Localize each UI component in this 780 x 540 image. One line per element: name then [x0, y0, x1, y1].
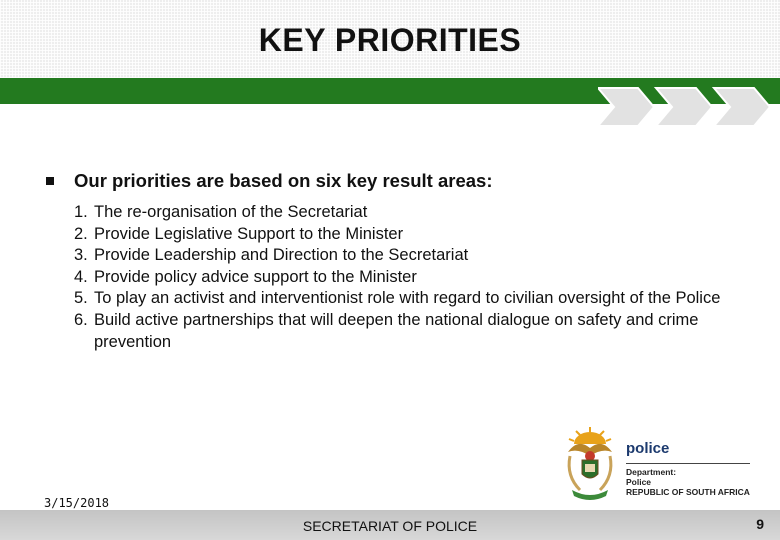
list-item — [74, 288, 724, 310]
item-text: Provide Leadership and Direction to the Secretariat — [94, 246, 469, 265]
item-number: 6. — [74, 310, 88, 329]
item-text: The re-organisation of the Secretariat — [94, 203, 368, 221]
list-item — [74, 224, 724, 246]
main-bullet-text: Our priorities are based on six key result areas: — [74, 170, 493, 191]
item-number: 3. — [74, 246, 88, 265]
logo-department: Department: — [626, 467, 677, 477]
item-text: Provide Legislative Support to the Minister — [94, 224, 404, 243]
item-number: 1. — [74, 203, 88, 221]
list-item — [74, 267, 724, 289]
logo-republic: REPUBLIC OF SOUTH AFRICA — [626, 487, 750, 497]
page-number: 9 — [756, 516, 764, 532]
square-bullet-icon — [46, 177, 54, 185]
item-number: 5. — [74, 289, 88, 308]
main-bullet — [46, 170, 493, 192]
list-item — [74, 245, 724, 267]
footer-label: SECRETARIAT OF POLICE — [302, 518, 478, 534]
item-number: 4. — [74, 267, 88, 286]
list-item — [74, 310, 724, 353]
slide-title: KEY PRIORITIES — [258, 22, 522, 58]
logo-department-name: Police — [626, 477, 652, 487]
item-number: 2. — [74, 224, 88, 243]
slide-footer — [0, 510, 780, 540]
chevron-arrows-icon — [598, 86, 780, 128]
slide-header — [0, 0, 780, 78]
logo-name: police — [626, 440, 670, 457]
item-text: To play an activist and interventionist role with regard to civilian oversight of the Police — [94, 289, 721, 308]
priority-list — [74, 202, 724, 353]
item-text: Provide policy advice support to the Minister — [94, 267, 417, 286]
list-item — [74, 202, 724, 224]
logo-divider — [626, 463, 750, 464]
slide-date: 3/15/2018 — [44, 496, 110, 510]
police-logo — [626, 440, 750, 497]
item-text: Build active partnerships that will deepen the national dialogue on safety and crime prevention — [94, 310, 699, 351]
